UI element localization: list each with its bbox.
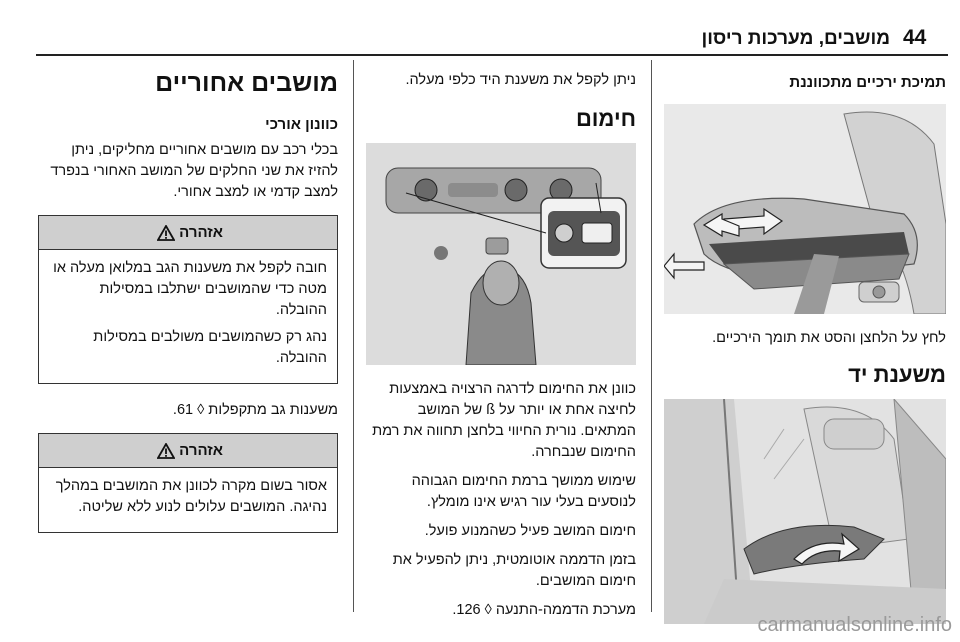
header-divider	[36, 54, 948, 56]
right-column	[664, 60, 946, 638]
armrest-figure	[664, 399, 946, 624]
heating-para-1: כוונן את החימום לדרגה הרצויה באמצעות לחיצה אחת או יותר על ß של המושב המתאים. נורית החיווי בלחצן תחווה את רמת החימום שנבחרה.	[372, 381, 636, 460]
warning-box-2	[38, 433, 338, 533]
warning-2-text-1: אסור בשום מקרה לכוונן את המושבים במהלך נהיגה. המושבים עלולים לנוע ללא שליטה.	[55, 478, 327, 516]
middle-column	[366, 60, 636, 629]
rear-seats-heading: מושבים אחוריים	[155, 69, 338, 97]
warning-title-2: אזהרה	[179, 442, 224, 460]
console-illustration	[366, 143, 636, 365]
thigh-support-caption: לחץ על הלחצן והסט את תומך הירכיים.	[712, 330, 946, 346]
heating-heading: חימום	[575, 106, 636, 131]
running-title: מושבים, מערכות ריסון	[701, 28, 890, 49]
armrest-heading: משענת יד	[848, 362, 946, 387]
warning-triangle-icon	[157, 225, 175, 241]
warning-triangle-icon	[157, 443, 175, 459]
armrest-illustration	[664, 399, 946, 624]
column-divider-left	[353, 60, 354, 612]
warning-header-1	[39, 216, 337, 250]
warning-1-text-1: חובה לקפל את משענות הגב במלואן מעלה או מטה כדי שהמושבים ישתלבו במסילות ההובלה.	[53, 260, 327, 319]
page-header	[0, 0, 960, 64]
warning-title-1: אזהרה	[179, 224, 224, 241]
heating-ref-link[interactable]: מערכת הדממה-התנעה ◊ 126.	[452, 602, 636, 618]
warning-box-1	[38, 215, 338, 384]
backrest-ref-link[interactable]: משענות גב מתקפלות ◊ 61.	[172, 402, 338, 419]
rear-seats-para: בכלי רכב עם מושבים אחוריים מחליקים, ניתן להזיז את שני החלקים של המושב האחורי בנפרד למצב קדמי או למצב אחורי.	[50, 142, 338, 200]
left-column	[38, 60, 338, 549]
thigh-support-figure	[664, 104, 946, 314]
seat-illustration	[664, 104, 946, 314]
watermark-text: carmanualsonline.info	[757, 614, 952, 636]
page-number: 44	[903, 26, 927, 49]
column-divider-right	[651, 60, 652, 612]
warning-1-text-2: נהג רק כשהמושבים משולבים במסילות ההובלה.	[93, 329, 327, 367]
heating-figure	[366, 143, 636, 365]
heating-para-2: שימוש ממושך ברמת החימום הגבוהה לנוסעים בעלי עור רגיש אינו מומלץ.	[411, 473, 636, 510]
warning-header-2	[39, 434, 337, 468]
heating-para-4: בזמן הדממה אוטומטית, ניתן להפעיל את חימום המושבים.	[392, 552, 636, 589]
thigh-support-heading: תמיכת ירכיים מתכווננת	[789, 74, 946, 91]
heating-para-3: חימום המושב פעיל כשהמנוע פועל.	[424, 523, 636, 539]
armrest-text: ניתן לקפל את משענת היד כלפי מעלה.	[405, 72, 636, 88]
longitudinal-adjust-heading: כוונון אורכי	[265, 116, 338, 133]
